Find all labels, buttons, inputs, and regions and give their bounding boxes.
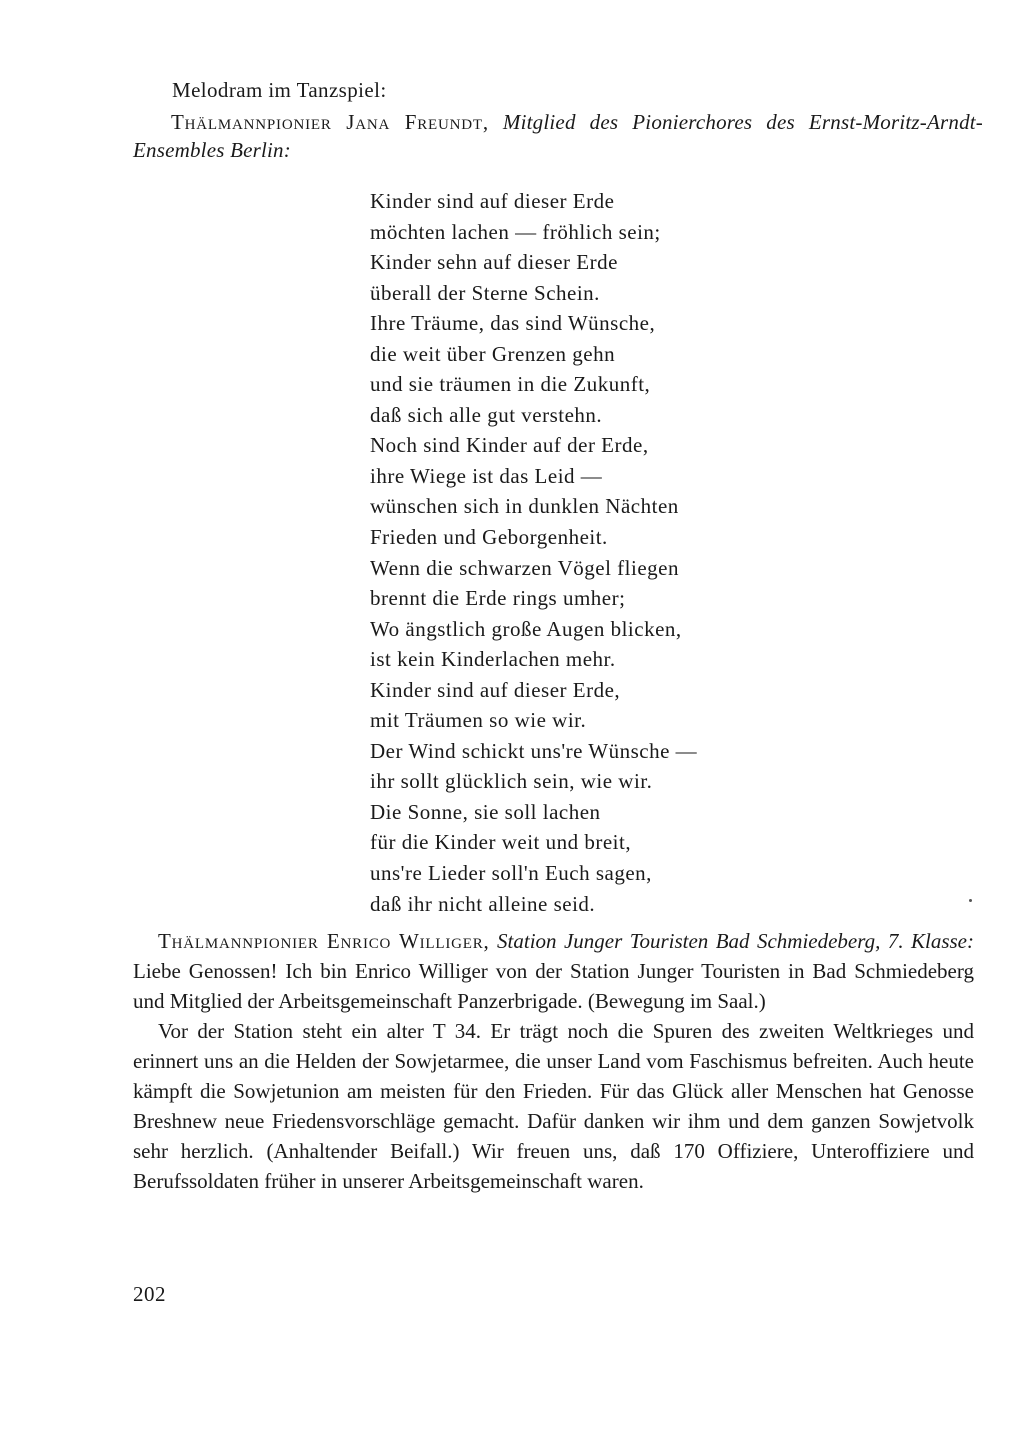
poem-line: Kinder sehn auf dieser Erde bbox=[370, 250, 618, 275]
poem-line: ihre Wiege ist das Leid — bbox=[370, 463, 603, 488]
poem-line: überall der Sterne Schein. bbox=[370, 280, 600, 305]
poem-line: daß sich alle gut verstehn. bbox=[370, 402, 603, 427]
poem-line: möchten lachen — fröhlich sein; bbox=[370, 219, 661, 244]
poem-line: mit Träumen so wie wir. bbox=[370, 708, 587, 733]
poem-line: daß ihr nicht alleine seid. bbox=[370, 891, 596, 916]
speaker-name: Thälmannpionier Jana Freundt, bbox=[171, 110, 489, 134]
poem-line: die weit über Grenzen gehn bbox=[370, 341, 616, 366]
speaker-heading-jana-freundt bbox=[133, 108, 983, 164]
speaker-affiliation: Station Junger Touristen Bad Schmiedeberg, 7. Klasse: bbox=[497, 929, 974, 953]
poem-line: und sie träumen in die Zukunft, bbox=[370, 372, 651, 397]
poem-line: Frieden und Geborgenheit. bbox=[370, 525, 608, 550]
poem bbox=[370, 186, 697, 919]
poem-line: uns're Lieder soll'n Euch sagen, bbox=[370, 861, 652, 886]
speaker-name: Thälmannpionier Enrico Williger, bbox=[158, 929, 490, 953]
speech-paragraph: Vor der Station steht ein alter T 34. Er trägt noch die Spuren des zweiten Weltkrieges und erinnert uns an die Helden der Sowjetarmee, die unser Land vom Faschismus befreiten. Auch heute kämpft die Sowjetunion am meisten für den Frieden. Für das Glück aller Menschen hat Genosse Breshnew neue Friedensvorschläge gemacht. Dafür danken wir ihm und dem ganzen Sowjetvolk sehr herzlich. (Anhaltender Beifall.) Wir freuen uns, daß 170 Offiziere, Unteroffiziere und Berufssoldaten früher in unserer Arbeitsgemeinschaft waren. bbox=[133, 1019, 974, 1193]
speaker-section-enrico-williger bbox=[133, 926, 974, 1196]
poem-line: Kinder sind auf dieser Erde, bbox=[370, 677, 621, 702]
poem-line: für die Kinder weit und breit, bbox=[370, 830, 632, 855]
poem-line: Ihre Träume, das sind Wünsche, bbox=[370, 311, 656, 336]
poem-line: Die Sonne, sie soll lachen bbox=[370, 799, 601, 824]
poem-line: wünschen sich in dunklen Nächten bbox=[370, 494, 679, 519]
section-intro: Melodram im Tanzspiel: bbox=[172, 78, 387, 102]
page-number: 202 bbox=[133, 1282, 166, 1306]
speech-text: Liebe Genossen! Ich bin Enrico Williger von der Station Junger Touristen in Bad Schmiedeberg und Mitglied der Arbeitsgemeinschaft Panzerbrigade. (Bewegung im Saal.) bbox=[133, 959, 974, 1013]
poem-line: Noch sind Kinder auf der Erde, bbox=[370, 433, 649, 458]
poem-line: brennt die Erde rings umher; bbox=[370, 586, 626, 611]
poem-line: Wo ängstlich große Augen blicken, bbox=[370, 616, 682, 641]
poem-line: ist kein Kinderlachen mehr. bbox=[370, 647, 616, 672]
speaker-affiliation: Mitglied des Pionierchores des Ernst-Moritz-Arndt-Ensembles Berlin: bbox=[133, 110, 983, 162]
scan-speck bbox=[969, 899, 972, 902]
poem-line: Kinder sind auf dieser Erde bbox=[370, 189, 615, 213]
poem-line: Wenn die schwarzen Vögel fliegen bbox=[370, 555, 679, 580]
speech-paragraph bbox=[133, 926, 974, 1016]
poem-line: ihr sollt glücklich sein, wie wir. bbox=[370, 769, 653, 794]
poem-line: Der Wind schickt uns're Wünsche — bbox=[370, 738, 698, 763]
